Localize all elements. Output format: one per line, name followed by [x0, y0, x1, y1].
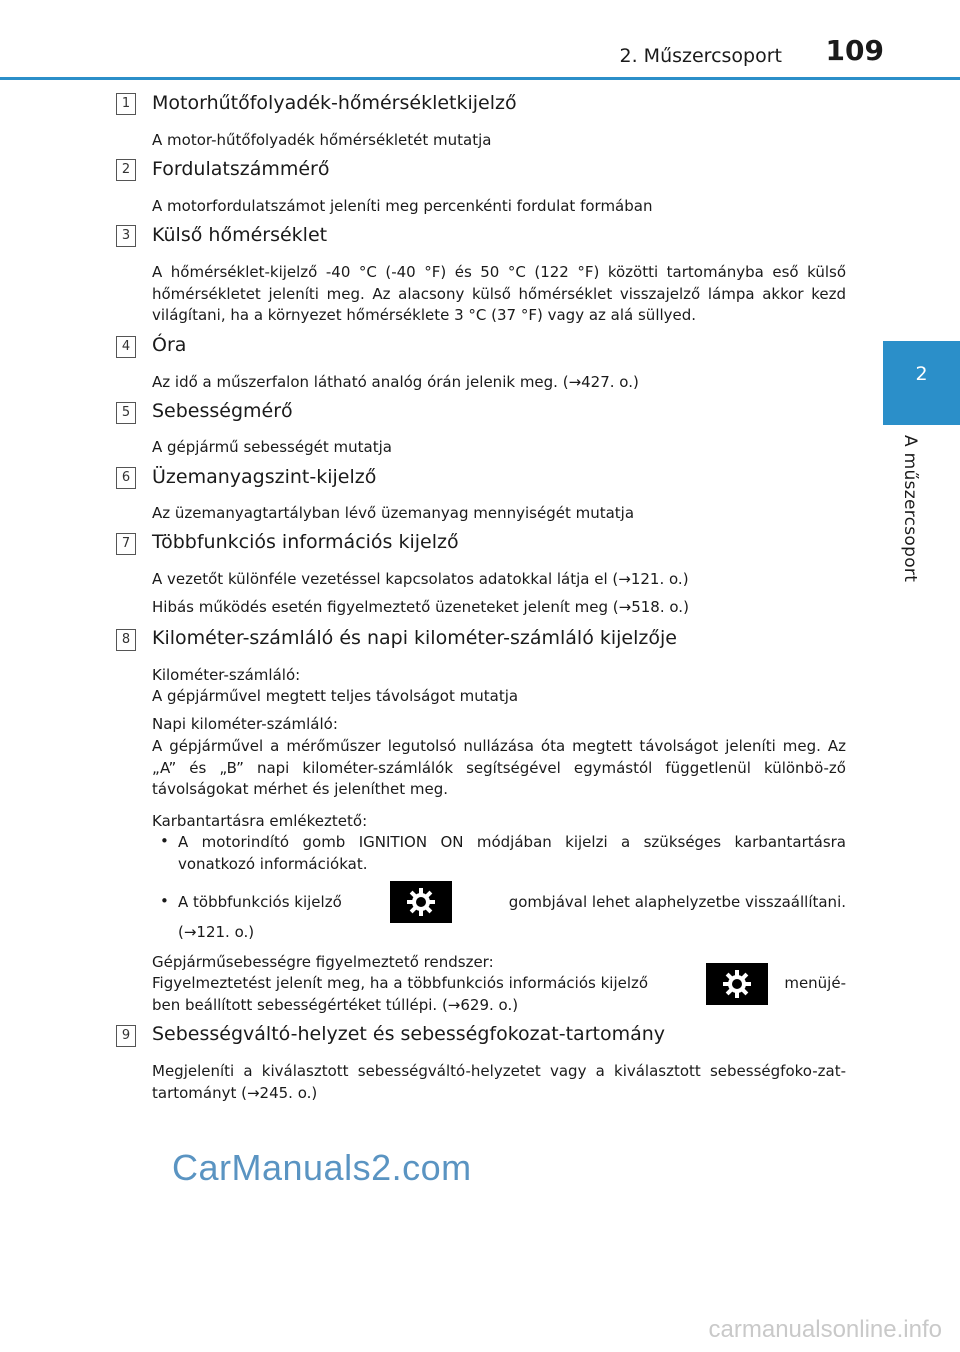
odometer-label: Kilométer-számláló:	[152, 666, 301, 684]
item-number-3: 3	[116, 225, 136, 247]
page-number: 109	[825, 34, 884, 67]
maintenance-bullet-2b: gombjával lehet alaphelyzetbe visszaállítani.	[508, 893, 846, 911]
item-title-6: Üzemanyagszint-kijelző	[152, 466, 377, 488]
odometer-text: A gépjárművel megtett teljes távolságot mutatja	[152, 687, 519, 705]
item-title-9: Sebességváltó-helyzet és sebességfokozat-tartomány	[152, 1023, 666, 1045]
maintenance-label: Karbantartásra emlékeztető:	[152, 812, 368, 830]
item-text-2: A motorfordulatszámot jeleníti meg percenkénti fordulat formában	[152, 197, 653, 215]
chapter-label-text: A műszercsoport	[900, 435, 920, 583]
item-title-4: Óra	[152, 334, 187, 356]
maintenance-bullet-2a: A többfunkciós kijelző	[178, 893, 342, 911]
chapter-number: 2	[915, 363, 928, 385]
item-title-5: Sebességmérő	[152, 400, 293, 422]
item-title-3: Külső hőmérséklet	[152, 224, 328, 246]
item-title-2: Fordulatszámmérő	[152, 158, 330, 180]
item-number-1: 1	[116, 93, 136, 115]
item-text-3: A hőmérséklet-kijelző -40 °C (-40 °F) és 50 °C (122 °F) közötti tartományba eső külső hőmérsékletet jeleníti meg. Az alacsony külső hőmérséklet visszajelző lámpa akkor kezd világítani, ha a környezet hőmérséklete 3 °C (37 °F) vagy az alá süllyed.	[152, 263, 846, 324]
item-number-2: 2	[116, 159, 136, 181]
tripmeter-text: A gépjárművel a mérőműszer legutolsó nullázása óta megtett távolságot jeleníti meg. Az „A” és „B” napi kilométer-számlálók segítségével egymástól függetlenül különbö-ző távolságokat mérhet és jeleníthet meg.	[152, 737, 846, 798]
speed-warning-text-c: ben beállított sebességértéket túllépi. (→629. o.)	[152, 996, 519, 1014]
item-number-6: 6	[116, 467, 136, 489]
speed-warning-text-b: menüjé-	[784, 974, 846, 992]
item-text-1: A motor-hűtőfolyadék hőmérsékletét mutatja	[152, 131, 492, 149]
speed-warning-label: Gépjárműsebességre figyelmeztető rendszer:	[152, 953, 494, 971]
maintenance-bullet-1: A motorindító gomb IGNITION ON módjában kijelzi a szükséges karbantartásra vonatkozó információkat.	[178, 833, 846, 873]
header-rule	[0, 77, 960, 80]
page-header	[0, 0, 960, 80]
chapter-label	[900, 435, 928, 595]
watermark-bottom: carmanualsonline.info	[708, 1316, 942, 1343]
item-number-5: 5	[116, 402, 136, 424]
item-number-8: 8	[116, 629, 136, 651]
item-text-7: A vezetőt különféle vezetéssel kapcsolatos adatokkal látja el (→121. o.)	[152, 570, 689, 588]
bullet-marker-1: •	[160, 832, 169, 850]
item-number-9: 9	[116, 1025, 136, 1047]
watermark: CarManuals2.com	[172, 1147, 472, 1188]
item-title-7: Többfunkciós információs kijelző	[152, 531, 459, 553]
item-text-4: Az idő a műszerfalon látható analóg órán jelenik meg. (→427. o.)	[152, 373, 639, 391]
gear-icon	[405, 886, 437, 918]
section-title: 2. Műszercsoport	[619, 45, 782, 67]
bullet-marker-2: •	[160, 892, 169, 910]
item-text-6: Az üzemanyagtartályban lévő üzemanyag mennyiségét mutatja	[152, 504, 635, 522]
tripmeter-label: Napi kilométer-számláló:	[152, 715, 338, 733]
item-text-5: A gépjármű sebességét mutatja	[152, 438, 392, 456]
chapter-tab[interactable]	[883, 341, 960, 425]
item-number-4: 4	[116, 336, 136, 358]
item-number-7: 7	[116, 533, 136, 555]
settings-button-1	[390, 881, 452, 923]
item-title-1: Motorhűtőfolyadék-hőmérsékletkijelző	[152, 92, 517, 114]
item-title-8: Kilométer-számláló és napi kilométer-számláló kijelzője	[152, 627, 677, 649]
item-text-9: Megjeleníti a kiválasztott sebességváltó-helyzetet vagy a kiválasztott sebességfoko-zat-tartományt (→245. o.)	[152, 1062, 846, 1102]
item-text-7b: Hibás működés esetén figyelmeztető üzeneteket jelenít meg (→518. o.)	[152, 598, 689, 616]
maintenance-bullet-2c: (→121. o.)	[178, 923, 255, 941]
speed-warning-text-a: Figyelmeztetést jelenít meg, ha a többfunkciós információs kijelző	[152, 974, 649, 992]
